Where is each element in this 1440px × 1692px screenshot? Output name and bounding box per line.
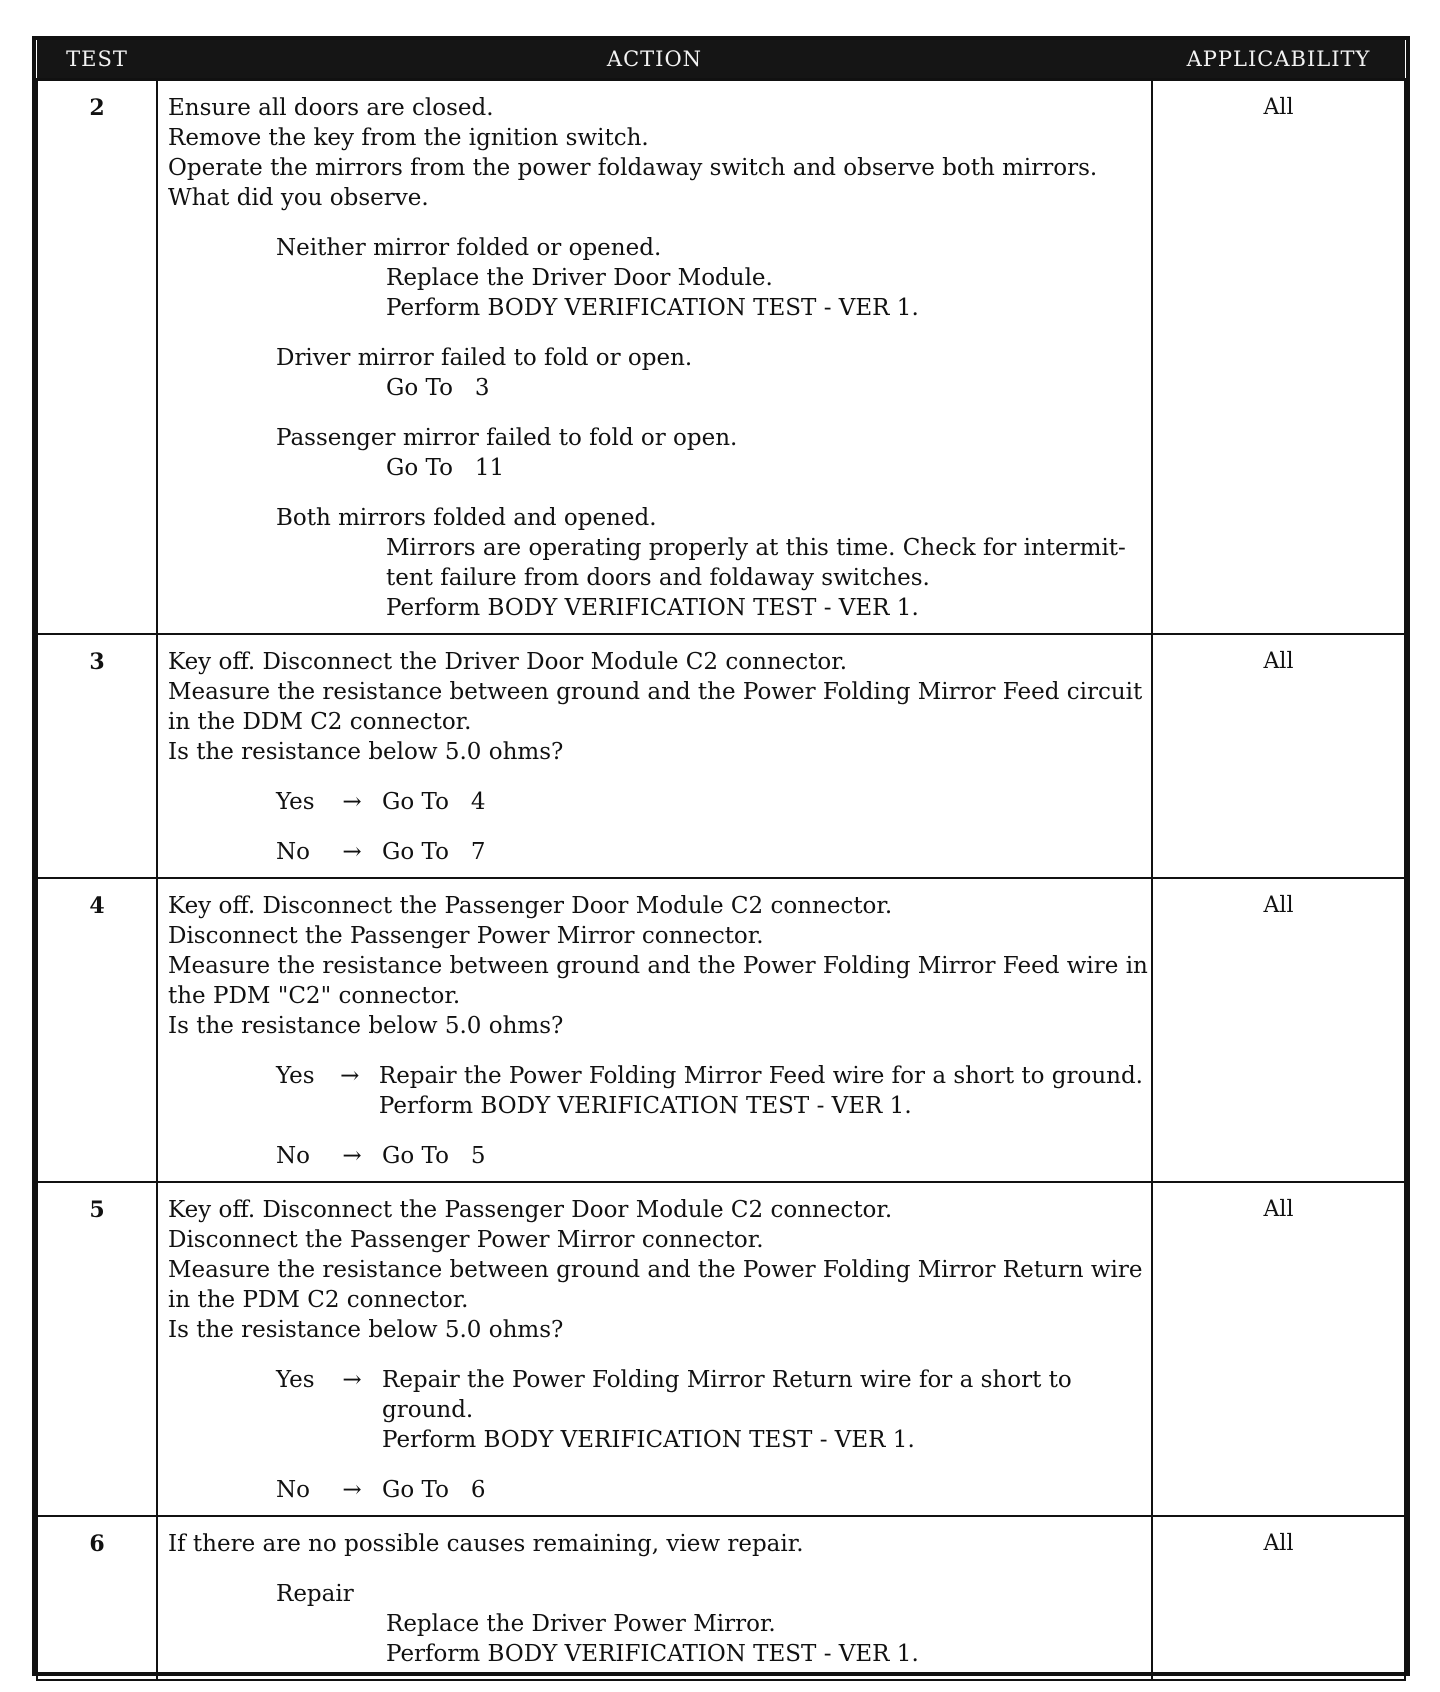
action-cell xyxy=(157,80,1152,635)
option-condition: Both mirrors folded and opened. xyxy=(276,505,657,531)
no-result: Go To 5 xyxy=(382,1143,486,1169)
test-number: 6 xyxy=(37,1516,157,1680)
action-cell xyxy=(157,634,1152,878)
yes-result-block xyxy=(379,1061,1143,1121)
arrow-icon: → xyxy=(340,1063,360,1089)
option-result: Perform BODY VERIFICATION TEST - VER 1. xyxy=(386,1641,919,1667)
test-row xyxy=(37,1182,1405,1516)
no-branch xyxy=(168,837,1143,867)
test-table xyxy=(36,40,1406,1681)
action-line: Key off. Disconnect the Passenger Door Module C2 connector. xyxy=(168,893,893,919)
option-result: Go To 3 xyxy=(386,375,490,401)
arrow-icon: → xyxy=(342,1477,362,1503)
action-line: What did you observe. xyxy=(168,185,429,211)
option-condition: Neither mirror folded or opened. xyxy=(276,235,662,261)
arrow-icon: → xyxy=(342,789,362,815)
yes-label: Yes xyxy=(276,1367,315,1393)
header-applicability: APPLICABILITY xyxy=(1152,40,1405,80)
yes-result: Repair the Power Folding Mirror Feed wire for a short to ground. xyxy=(378,1063,1143,1089)
no-branch xyxy=(168,1141,1143,1171)
action-cell xyxy=(157,1516,1152,1680)
action-line: Is the resistance below 5.0 ohms? xyxy=(168,1317,564,1343)
yes-branch xyxy=(168,787,1143,817)
action-line: Key off. Disconnect the Driver Door Module C2 connector. xyxy=(168,649,848,675)
action-line: Ensure all doors are closed. xyxy=(168,95,494,121)
applicability: All xyxy=(1152,878,1405,1182)
option-condition: Passenger mirror failed to fold or open. xyxy=(276,425,738,451)
test-number: 5 xyxy=(37,1182,157,1516)
header-action: ACTION xyxy=(157,40,1152,80)
diagnostic-test-table xyxy=(32,36,1410,1676)
option-block xyxy=(168,233,1143,323)
test-row xyxy=(37,80,1405,635)
header-test: TEST xyxy=(37,40,157,80)
action-cell xyxy=(157,878,1152,1182)
applicability: All xyxy=(1152,1182,1405,1516)
action-line: Key off. Disconnect the Passenger Door Module C2 connector. xyxy=(168,1197,893,1223)
option-condition: Repair xyxy=(276,1581,354,1607)
yes-branch xyxy=(168,1365,1143,1455)
action-line: in the DDM C2 connector. xyxy=(168,709,472,735)
yes-result: ground. xyxy=(382,1397,474,1423)
action-line: in the PDM C2 connector. xyxy=(168,1287,469,1313)
header-row xyxy=(37,40,1405,80)
option-result: Replace the Driver Power Mirror. xyxy=(386,1611,776,1637)
yes-result: Perform BODY VERIFICATION TEST - VER 1. xyxy=(378,1093,912,1119)
arrow-icon: → xyxy=(342,839,362,865)
no-label: No xyxy=(276,1477,310,1503)
action-line: Is the resistance below 5.0 ohms? xyxy=(168,739,564,765)
option-result: Go To 11 xyxy=(386,455,505,481)
test-number: 3 xyxy=(37,634,157,878)
yes-label: Yes xyxy=(276,789,315,815)
action-line: Measure the resistance between ground and the Power Folding Mirror Feed wire in xyxy=(168,953,1148,979)
option-block xyxy=(168,343,1143,403)
action-line: Disconnect the Passenger Power Mirror connector. xyxy=(168,923,764,949)
action-cell xyxy=(157,1182,1152,1516)
no-branch xyxy=(168,1475,1143,1505)
action-line: Remove the key from the ignition switch. xyxy=(168,125,649,151)
option-result: tent failure from doors and foldaway switches. xyxy=(386,565,930,591)
no-result: Go To 7 xyxy=(382,839,486,865)
test-number: 2 xyxy=(37,80,157,635)
action-line: Operate the mirrors from the power foldaway switch and observe both mirrors. xyxy=(168,155,1098,181)
action-line: the PDM "C2" connector. xyxy=(168,983,461,1009)
option-result: Perform BODY VERIFICATION TEST - VER 1. xyxy=(386,595,919,621)
test-row xyxy=(37,878,1405,1182)
no-result: Go To 6 xyxy=(382,1477,486,1503)
action-line: Measure the resistance between ground and the Power Folding Mirror Return wire xyxy=(168,1257,1143,1283)
applicability: All xyxy=(1152,1516,1405,1680)
yes-branch xyxy=(168,1061,1143,1121)
action-line: If there are no possible causes remaining, view repair. xyxy=(168,1531,804,1557)
yes-result: Perform BODY VERIFICATION TEST - VER 1. xyxy=(382,1427,915,1453)
option-condition: Driver mirror failed to fold or open. xyxy=(276,345,693,371)
no-label: No xyxy=(276,839,310,865)
yes-label: Yes xyxy=(276,1063,315,1089)
option-block xyxy=(168,1579,1143,1669)
yes-result: Go To 4 xyxy=(382,789,486,815)
yes-result: Repair the Power Folding Mirror Return wire for a short to xyxy=(382,1367,1072,1393)
action-line: Measure the resistance between ground and the Power Folding Mirror Feed circuit xyxy=(168,679,1143,705)
test-row xyxy=(37,1516,1405,1680)
option-result: Replace the Driver Door Module. xyxy=(386,265,773,291)
arrow-icon: → xyxy=(342,1367,362,1393)
option-result: Perform BODY VERIFICATION TEST - VER 1. xyxy=(386,295,919,321)
yes-result-block xyxy=(382,1365,1143,1455)
arrow-icon: → xyxy=(342,1143,362,1169)
applicability: All xyxy=(1152,80,1405,635)
test-row xyxy=(37,634,1405,878)
option-block xyxy=(168,503,1143,623)
no-label: No xyxy=(276,1143,310,1169)
action-line: Is the resistance below 5.0 ohms? xyxy=(168,1013,564,1039)
test-number: 4 xyxy=(37,878,157,1182)
option-block xyxy=(168,423,1143,483)
option-result: Mirrors are operating properly at this time. Check for intermit- xyxy=(386,535,1126,561)
applicability: All xyxy=(1152,634,1405,878)
action-line: Disconnect the Passenger Power Mirror connector. xyxy=(168,1227,764,1253)
